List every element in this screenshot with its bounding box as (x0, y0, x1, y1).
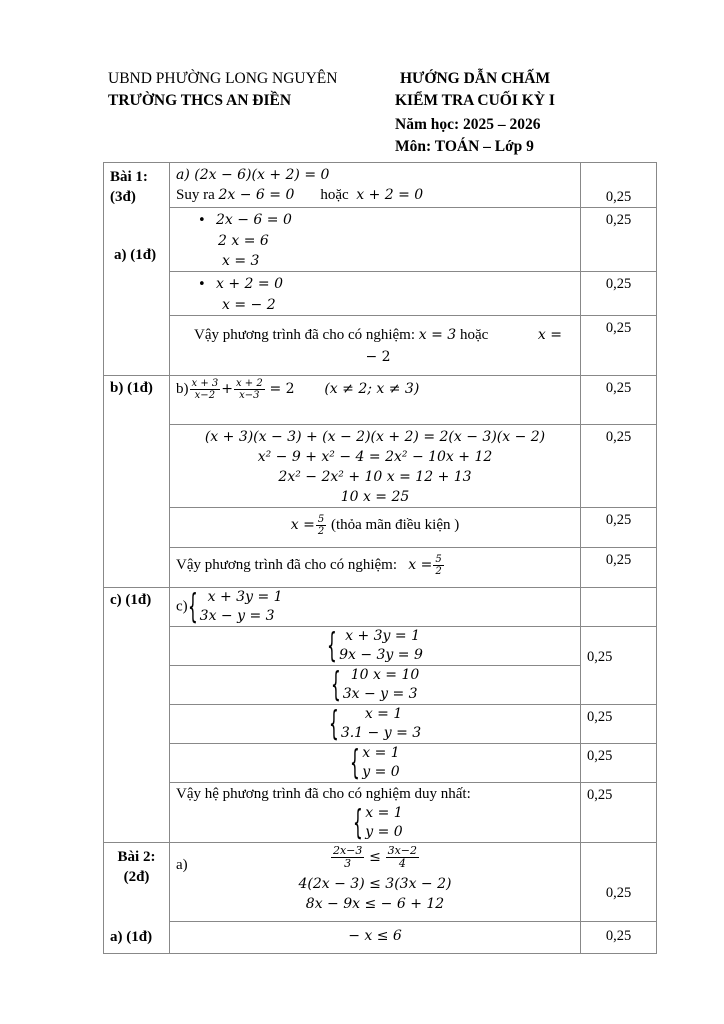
score: 0,25 (581, 163, 657, 208)
bai1-c-problem (170, 588, 581, 627)
conclusion-x2b: − 2 (365, 349, 391, 365)
score: 0,25 (581, 508, 657, 548)
system: x = 1 y = 0 (362, 745, 400, 780)
bai2-points: (2đ) (123, 869, 150, 885)
step-line: (x + 3)(x − 3) + (x − 2)(x + 2) = 2(x − 3)(x − 2) (204, 429, 546, 445)
fraction: $\frac{3x-2}{4}$ (387, 844, 418, 870)
bai1-b-conclusion (170, 548, 581, 588)
step-line: 4(2x − 3) ≤ 3(3x − 2) (298, 876, 452, 892)
step-line: 2x² − 2x² + 10 x = 12 + 13 (278, 469, 472, 485)
bai1-points: (3đ) (110, 189, 136, 205)
score: 0,25 (581, 548, 657, 588)
left-brace-icon: { (330, 665, 341, 705)
score: 0,25 (581, 425, 657, 508)
table-row (104, 425, 657, 508)
rhs: = 2 (269, 380, 295, 397)
table-row (104, 783, 657, 843)
suy-ra-eq1: 2x − 6 = 0 (218, 187, 295, 203)
fraction: $\frac{5}{2}$ (435, 554, 442, 577)
table-row (104, 627, 657, 666)
bai1-b-label-cell (104, 376, 170, 588)
hoac-text: hoặc (320, 187, 349, 203)
score: 0,25 (581, 316, 657, 376)
part-c-label: c) (1đ) (110, 592, 152, 608)
system: x + 3y = 1 3x − y = 3 (199, 589, 283, 624)
school-year: Năm học: 2025 – 2026 (395, 116, 541, 133)
table-row (104, 163, 657, 208)
empty-score (581, 588, 657, 627)
bai1-b-problem (170, 376, 581, 425)
result-note: (thỏa mãn điều kiện ) (330, 516, 460, 533)
grading-table (103, 162, 657, 954)
result-lhs: x = (290, 516, 315, 533)
case1-line2: 2 x = 6 (218, 233, 269, 249)
bai1-label: Bài 1: (110, 169, 148, 185)
table-row (104, 208, 657, 272)
score: 0,25 (581, 921, 657, 953)
table-row (104, 548, 657, 588)
score: 0,25 (581, 627, 657, 705)
table-row (104, 272, 657, 316)
bai1-c-conclusion (170, 783, 581, 843)
table-row (104, 744, 657, 783)
part-c-prefix: c) (176, 598, 188, 615)
step-line: x² − 9 + x² − 4 = 2x² − 10x + 12 (257, 449, 493, 465)
conclusion-text: Vậy phương trình đã cho có nghiệm: (176, 556, 398, 573)
conclusion-x2a: x = (537, 327, 562, 343)
score: 0,25 (581, 376, 657, 425)
bai1-c-step2 (170, 666, 581, 705)
part-b-prefix: b) (176, 380, 189, 397)
bai1-a-conclusion (170, 316, 581, 376)
left-brace-icon: { (328, 704, 339, 744)
conclusion-text: Vậy hệ phương trình đã cho có nghiệm duy nhất: (176, 786, 471, 802)
score: 0,25 (581, 705, 657, 744)
fraction: $\frac{2x-3}{3}$ (332, 844, 363, 870)
case2-line2: x = − 2 (222, 297, 276, 313)
bai1-c-step3 (170, 705, 581, 744)
table-row (104, 666, 657, 705)
school-name: TRƯỜNG THCS AN ĐIỀN (108, 92, 292, 109)
system: x = 1 3.1 − y = 3 (340, 706, 422, 741)
case1-line1: • 2x − 6 = 0 (198, 210, 580, 231)
system: x + 3y = 1 9x − 3y = 9 (339, 628, 423, 663)
score: 0,25 (581, 843, 657, 922)
conclusion-or: hoặc (456, 327, 489, 343)
table-row (104, 921, 657, 953)
bai2-a-result (170, 921, 581, 953)
fraction: $\frac{x + 3}{x-2}$ (191, 378, 219, 401)
fraction: $\frac{5}{2}$ (317, 514, 325, 537)
plus-sign: + (221, 380, 233, 397)
table-row (104, 843, 657, 922)
score: 0,25 (581, 208, 657, 272)
conclusion-text: Vậy phương trình đã cho có nghiệm: (194, 327, 419, 343)
left-brace-icon: { (327, 626, 337, 666)
table-row (104, 588, 657, 627)
table-row (104, 376, 657, 425)
score: 0,25 (581, 783, 657, 843)
case1-line3: x = 3 (222, 253, 260, 269)
score: 0,25 (581, 744, 657, 783)
bai1-b-steps (170, 425, 581, 508)
bai1-a-case1 (170, 208, 581, 272)
score: 0,25 (581, 272, 657, 316)
leq-sign: ≤ (369, 848, 381, 865)
doc-title: HƯỚNG DẪN CHẤM (400, 70, 551, 87)
bai1-c-label-cell (104, 588, 170, 843)
table-row (104, 705, 657, 744)
left-brace-icon: { (187, 587, 198, 627)
suy-ra-text: Suy ra (176, 187, 219, 203)
step-line: − x ≤ 6 (348, 927, 402, 944)
system: 10 x = 10 3x − y = 3 (342, 667, 420, 702)
bai2-part-a-label: a) (1đ) (110, 929, 153, 945)
bai2-a-prefix: a) (176, 857, 188, 873)
conclusion-x1: x = 3 (418, 327, 457, 343)
exam-name: KIỂM TRA CUỐI KỲ I (395, 92, 555, 109)
step-line: 8x − 9x ≤ − 6 + 12 (305, 896, 445, 912)
bai2-label-cell (104, 843, 170, 954)
case2-line1: • x + 2 = 0 (198, 274, 580, 295)
condition: (x ≠ 2; x ≠ 3) (324, 380, 420, 397)
left-brace-icon: { (353, 803, 364, 843)
bai1-c-step4 (170, 744, 581, 783)
subject: Môn: TOÁN – Lớp 9 (395, 138, 534, 155)
table-row (104, 508, 657, 548)
conclusion-lhs: x = (408, 556, 433, 573)
left-brace-icon: { (350, 743, 361, 783)
part-a-label: a) (1đ) (114, 247, 157, 263)
bai1-c-step1 (170, 627, 581, 666)
school-district: UBND PHƯỜNG LONG NGUYÊN (108, 70, 338, 87)
fraction: $\frac{x + 2}{x-3}$ (235, 378, 263, 401)
bai1-a-label-cell (104, 163, 170, 376)
system: x = 1 y = 0 (365, 805, 403, 840)
suy-ra-eq2: x + 2 = 0 (356, 187, 424, 203)
part-b-label: b) (1đ) (110, 380, 153, 396)
bai1-a-case2 (170, 272, 581, 316)
bai1-a-problem (170, 163, 581, 208)
table-row (104, 316, 657, 376)
bai1-b-result (170, 508, 581, 548)
bai1-a-equation: a) (2x − 6)(x + 2) = 0 (176, 167, 330, 183)
step-line: 10 x = 25 (340, 489, 410, 505)
bai2-label: Bài 2: (117, 849, 156, 865)
bai2-a-problem (170, 843, 581, 922)
